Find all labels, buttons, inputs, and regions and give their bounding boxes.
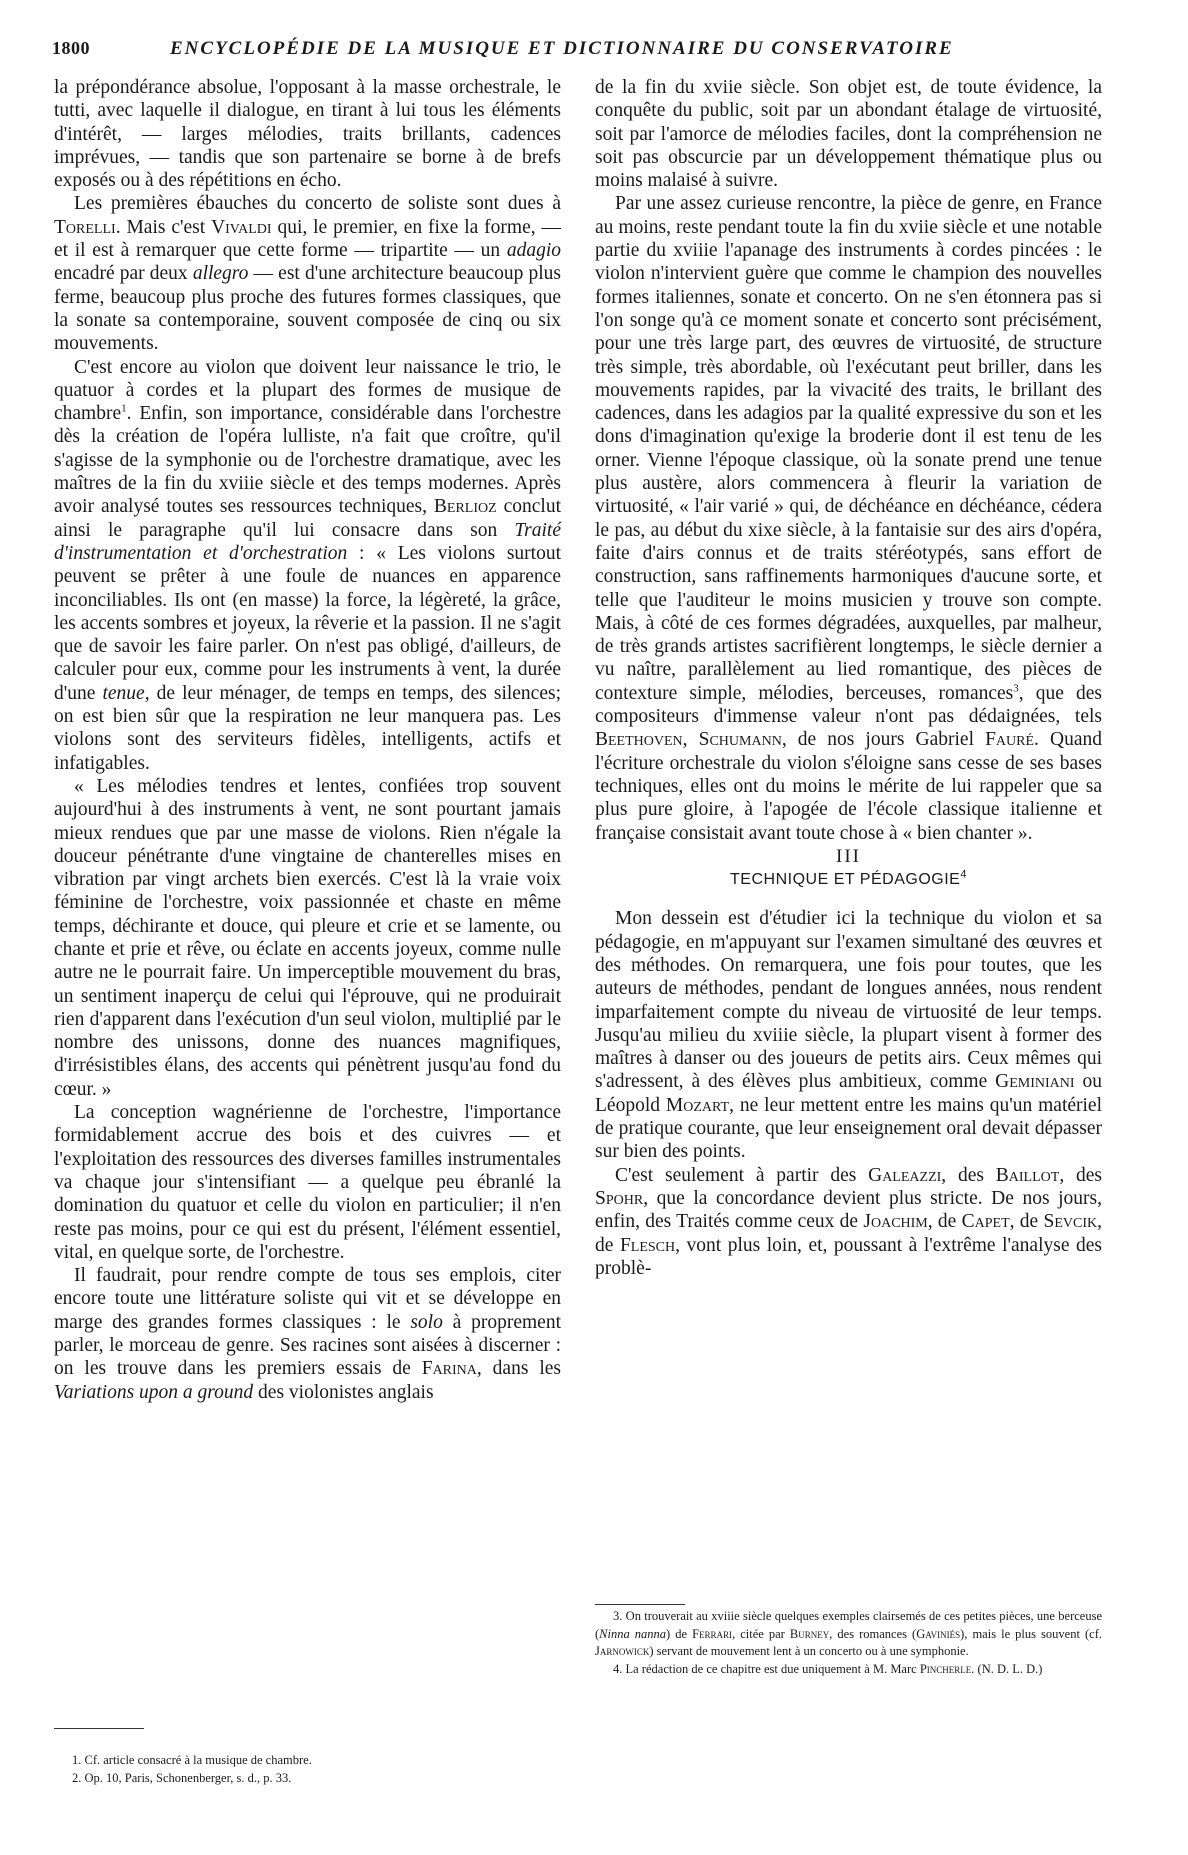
composer-name: Joachim — [863, 1211, 928, 1233]
composer-name: Capet — [961, 1211, 1010, 1233]
right-column — [595, 76, 1102, 1280]
composer-name: Spohr — [595, 1187, 644, 1209]
composer-name: Beethoven — [595, 729, 683, 751]
work-title: Variations upon a ground — [54, 1381, 254, 1403]
footnotes-right — [595, 1608, 1102, 1678]
composer-name: Torelli — [54, 216, 116, 238]
footnote-rule-left — [54, 1728, 144, 1729]
composer-name: Berlioz — [433, 496, 497, 518]
paragraph: C'est encore au violon que doivent leur naissance le trio, le quatuor à cordes et la plupart des formes de musique de chambre$^1$. Enfin, son importance, considérable dans l'orchestre dès la création de l'opéra lulliste, n'a fait que croître, qu'il s'agisse de la symphonie ou de l'orchestre dramatique, avec les maîtres de la fin du xviiie siècle et des temps modernes. Après avoir analysé toutes ses ressources techniques, Berlioz conclut ainsi le paragraphe qu'il lui consacre dans son Traité d'instrumentation et d'orchestration : « Les violons surtout peuvent se prêter à une foule de nuances en apparence inconciliables. Ils ont (en masse) la force, la légèreté, la grâce, les accents sombres et joyeux, la rêverie et la passion. Il ne s'agit que de savoir les faire parler. On n'est pas obligé, d'ailleurs, de calculer pour eux, comme pour les instruments à vent, la durée d'une tenue, de leur ménager, de temps en temps, des silences; on est bien sûr que la respiration ne leur manquera pas. Les violons sont des serviteurs fidèles, intelligents, actifs et infatigables. — [54, 356, 561, 774]
page-header — [52, 38, 1150, 62]
paragraph: de la fin du xviie siècle. Son objet est, de toute évidence, la conquête du public, soit par un abondant étalage de virtuosité, soit par l'amorce de mélodies faciles, dont la compréhension ne soit pas obscurcie par un développement thématique plus ou moins malaisé à suivre. — [595, 77, 1102, 192]
composer-name: Farina — [421, 1358, 477, 1380]
footnote: 4. La rédaction de ce chapitre est due uniquement à M. Marc Pincherle. (N. D. L. D.) — [613, 1661, 1043, 1676]
running-title: ENCYCLOPÉDIE DE LA MUSIQUE ET DICTIONNAIRE DU CONSERVATOIRE — [170, 38, 954, 59]
composer-name: Schumann — [698, 729, 782, 751]
left-column — [54, 76, 561, 1404]
footnotes-left — [54, 1752, 561, 1787]
composer-name: Baillot — [995, 1164, 1060, 1186]
footnote-rule-right — [595, 1604, 685, 1605]
paragraph: La conception wagnérienne de l'orchestre, l'importance formidablement accrue des bois et des cuivres — et l'exploitation des ressources des diverses familles instrumentales va chaque jour s'intensifiant — a quelque peu ébranlé la domination du quatuor et celle du violon en particulier; il n'en reste pas moins, pour ce qui est du présent, l'élément essentiel, vital, en quelque sorte, de l'orchestre. — [54, 1102, 561, 1263]
composer-name: Geminiani — [995, 1071, 1075, 1093]
composer-name: Sevcik — [1043, 1211, 1098, 1233]
footnote-ref: 3 — [1013, 682, 1019, 695]
page-number: 1800 — [52, 38, 90, 58]
composer-name: Vivaldi — [211, 216, 272, 238]
book-title: Traité d'instrumentation et d'orchestration — [54, 519, 561, 564]
footnote-ref: 1 — [121, 402, 127, 415]
footnote: 1. Cf. article consacré à la musique de chambre. — [72, 1753, 312, 1767]
footnote: 2. Op. 10, Paris, Schonenberger, s. d., p. 33. — [72, 1770, 292, 1785]
composer-name: Flesch — [619, 1234, 676, 1256]
composer-name: Fauré — [985, 729, 1035, 751]
composer-name: Mozart — [665, 1094, 730, 1116]
paragraph: C'est seulement à partir des Galeazzi, des Baillot, des Spohr, que la concordance devient plus stricte. De nos jours, enfin, des Traités comme ceux de Joachim, de Capet, de Sevcik, de Flesch, vont plus loin, et, poussant à l'extrême l'analyse des problè- — [595, 1164, 1103, 1279]
footnote-ref: 4 — [960, 868, 967, 881]
paragraph: Les premières ébauches du concerto de soliste sont dues à Torelli. Mais c'est Vivaldi qui, le premier, en fixe la forme, — et il est à remarquer que cette forme — tripartite — un adagio encadré par deux allegro — est d'une architecture beaucoup plus ferme, beaucoup plus proche des futures formes classiques, que la sonate sa contemporaine, souvent composée de cinq ou six mouvements. — [54, 193, 561, 355]
paragraph: la prépondérance absolue, l'opposant à la masse orchestrale, le tutti, avec laquelle il dialogue, en tirant à lui tous les éléments d'intérêt, — larges mélodies, traits brillants, cadences imprévues, — tandis que son partenaire se borne à de brefs exposés ou à des répétitions en écho. — [54, 77, 561, 192]
section-title: TECHNIQUE ET PÉDAGOGIE$^4$ — [730, 868, 967, 889]
paragraph: Mon dessein est d'étudier ici la technique du violon et sa pédagogie, en m'appuyant sur l'examen simultané des œuvres et des méthodes. On remarquera, une fois pour toutes, que les auteurs de méthodes, pendant de longues années, nous rendent imparfaitement compte du niveau de virtuosité de leur temps. Jusqu'au milieu du xviiie siècle, la plupart visent à former des maîtres à danser ou des joueurs de petits airs. Ceux mêmes qui s'adressent, à des élèves plus ambitieux, comme Geminiani ou Léopold Mozart, ne leur mettent entre les mains qu'un matériel de pratique courante, que leur enseignement oral devait dépasser sur bien des points. — [595, 908, 1102, 1163]
paragraph: Par une assez curieuse rencontre, la pièce de genre, en France au moins, reste pendant toute la fin du xviie siècle et une notable partie du xviiie l'apanage des instruments à cordes pincées : le violon n'intervient guère que comme le champion des nouvelles formes italiennes, sonate et concerto. On ne s'en étonnera pas si l'on songe qu'à ce moment sonate et concerto sont précisément, pour une très large part, des œuvres de virtuosité, de structure très simple, très abordable, où l'exécutant peut briller, dans les mouvements rapides, par la vivacité des traits, le brillant des cadences, dans les adagios par la qualité expressive du son et les dons d'imagination qu'exige la broderie dont il est tenu de les orner. Vienne l'époque classique, où la sonate prend une tenue plus austère, alors commencera à fleurir la variation de virtuosité, « l'air varié » qui, de déchéance en déchéance, cédera le pas, au début du xixe siècle, à la fantaisie sur des airs d'opéra, faite d'airs connus et de traits stéréotypés, sans effort de construction, sans raffinements harmoniques d'aucune sorte, et telle que l'auditeur le moins musicien y trouve son compte. Mais, à côté de ces formes dégradées, auxquelles, par malheur, de très grands artistes sacrifièrent longtemps, le siècle dernier a vu naître, parallèlement au lied romantique, des pièces de contexture simple, mélodies, berceuses, romances$^3$, que des compositeurs d'immense valeur n'ont pas dédaignées, tels Beethoven, Schumann, de nos jours Gabriel Fauré. Quand l'écriture orchestrale du violon s'éloigne sans cesse de ses bases techniques, elles ont du moins le mérite de lui rappeler que sa plus pure gloire, à l'apogée de l'école classique italienne et française consistait avant toute chose à « bien chanter ». — [595, 193, 1103, 844]
footnote: 3. On trouverait au xviiie siècle quelques exemples clairsemés de ces petites pièces, une berceuse (Ninna nanna) de Ferrari, citée par Burney, des romances (Gaviniés), mais le plus souvent (cf. Jarnowick) servant de mouvement lent à un concerto ou à une symphonie. — [595, 1609, 1102, 1658]
quote-paragraph: « Les mélodies tendres et lentes, confiées trop souvent aujourd'hui à des instruments à vent, ne sont pourtant jamais mieux rendues que par une masse de violons. Rien n'égale la douceur pénétrante d'une vingtaine de chanterelles mises en vibration par vingt archets bien exercés. C'est là la vraie voix féminine de l'orchestre, voix passionnée et chaste en même temps, déchirante et douce, qui pleure et crie et se lamente, ou chante et prie et rêve, ou éclate en accents joyeux, comme nulle autre ne le pourrait faire. Un imperceptible mouvement du bras, un sentiment inaperçu de celui qui l'éprouve, qui ne produirait rien d'apparent dans l'exécution d'un seul violon, multiplié par le nombre des unissons, donne des nuances magnifiques, d'irrésistibles élans, des accents qui pénètrent jusqu'au fond du cœur. » — [54, 775, 561, 1100]
paragraph: Il faudrait, pour rendre compte de tous ses emplois, citer encore toute une littérature soliste qui vit et se développe en marge des grandes formes classiques : le solo à proprement parler, le morceau de genre. Ses racines sont aisées à discerner : on les trouve dans les premiers essais de Farina, dans les Variations upon a ground des violonistes anglais — [54, 1265, 561, 1403]
composer-name: Galeazzi — [868, 1164, 942, 1186]
section-number: III — [836, 845, 861, 867]
